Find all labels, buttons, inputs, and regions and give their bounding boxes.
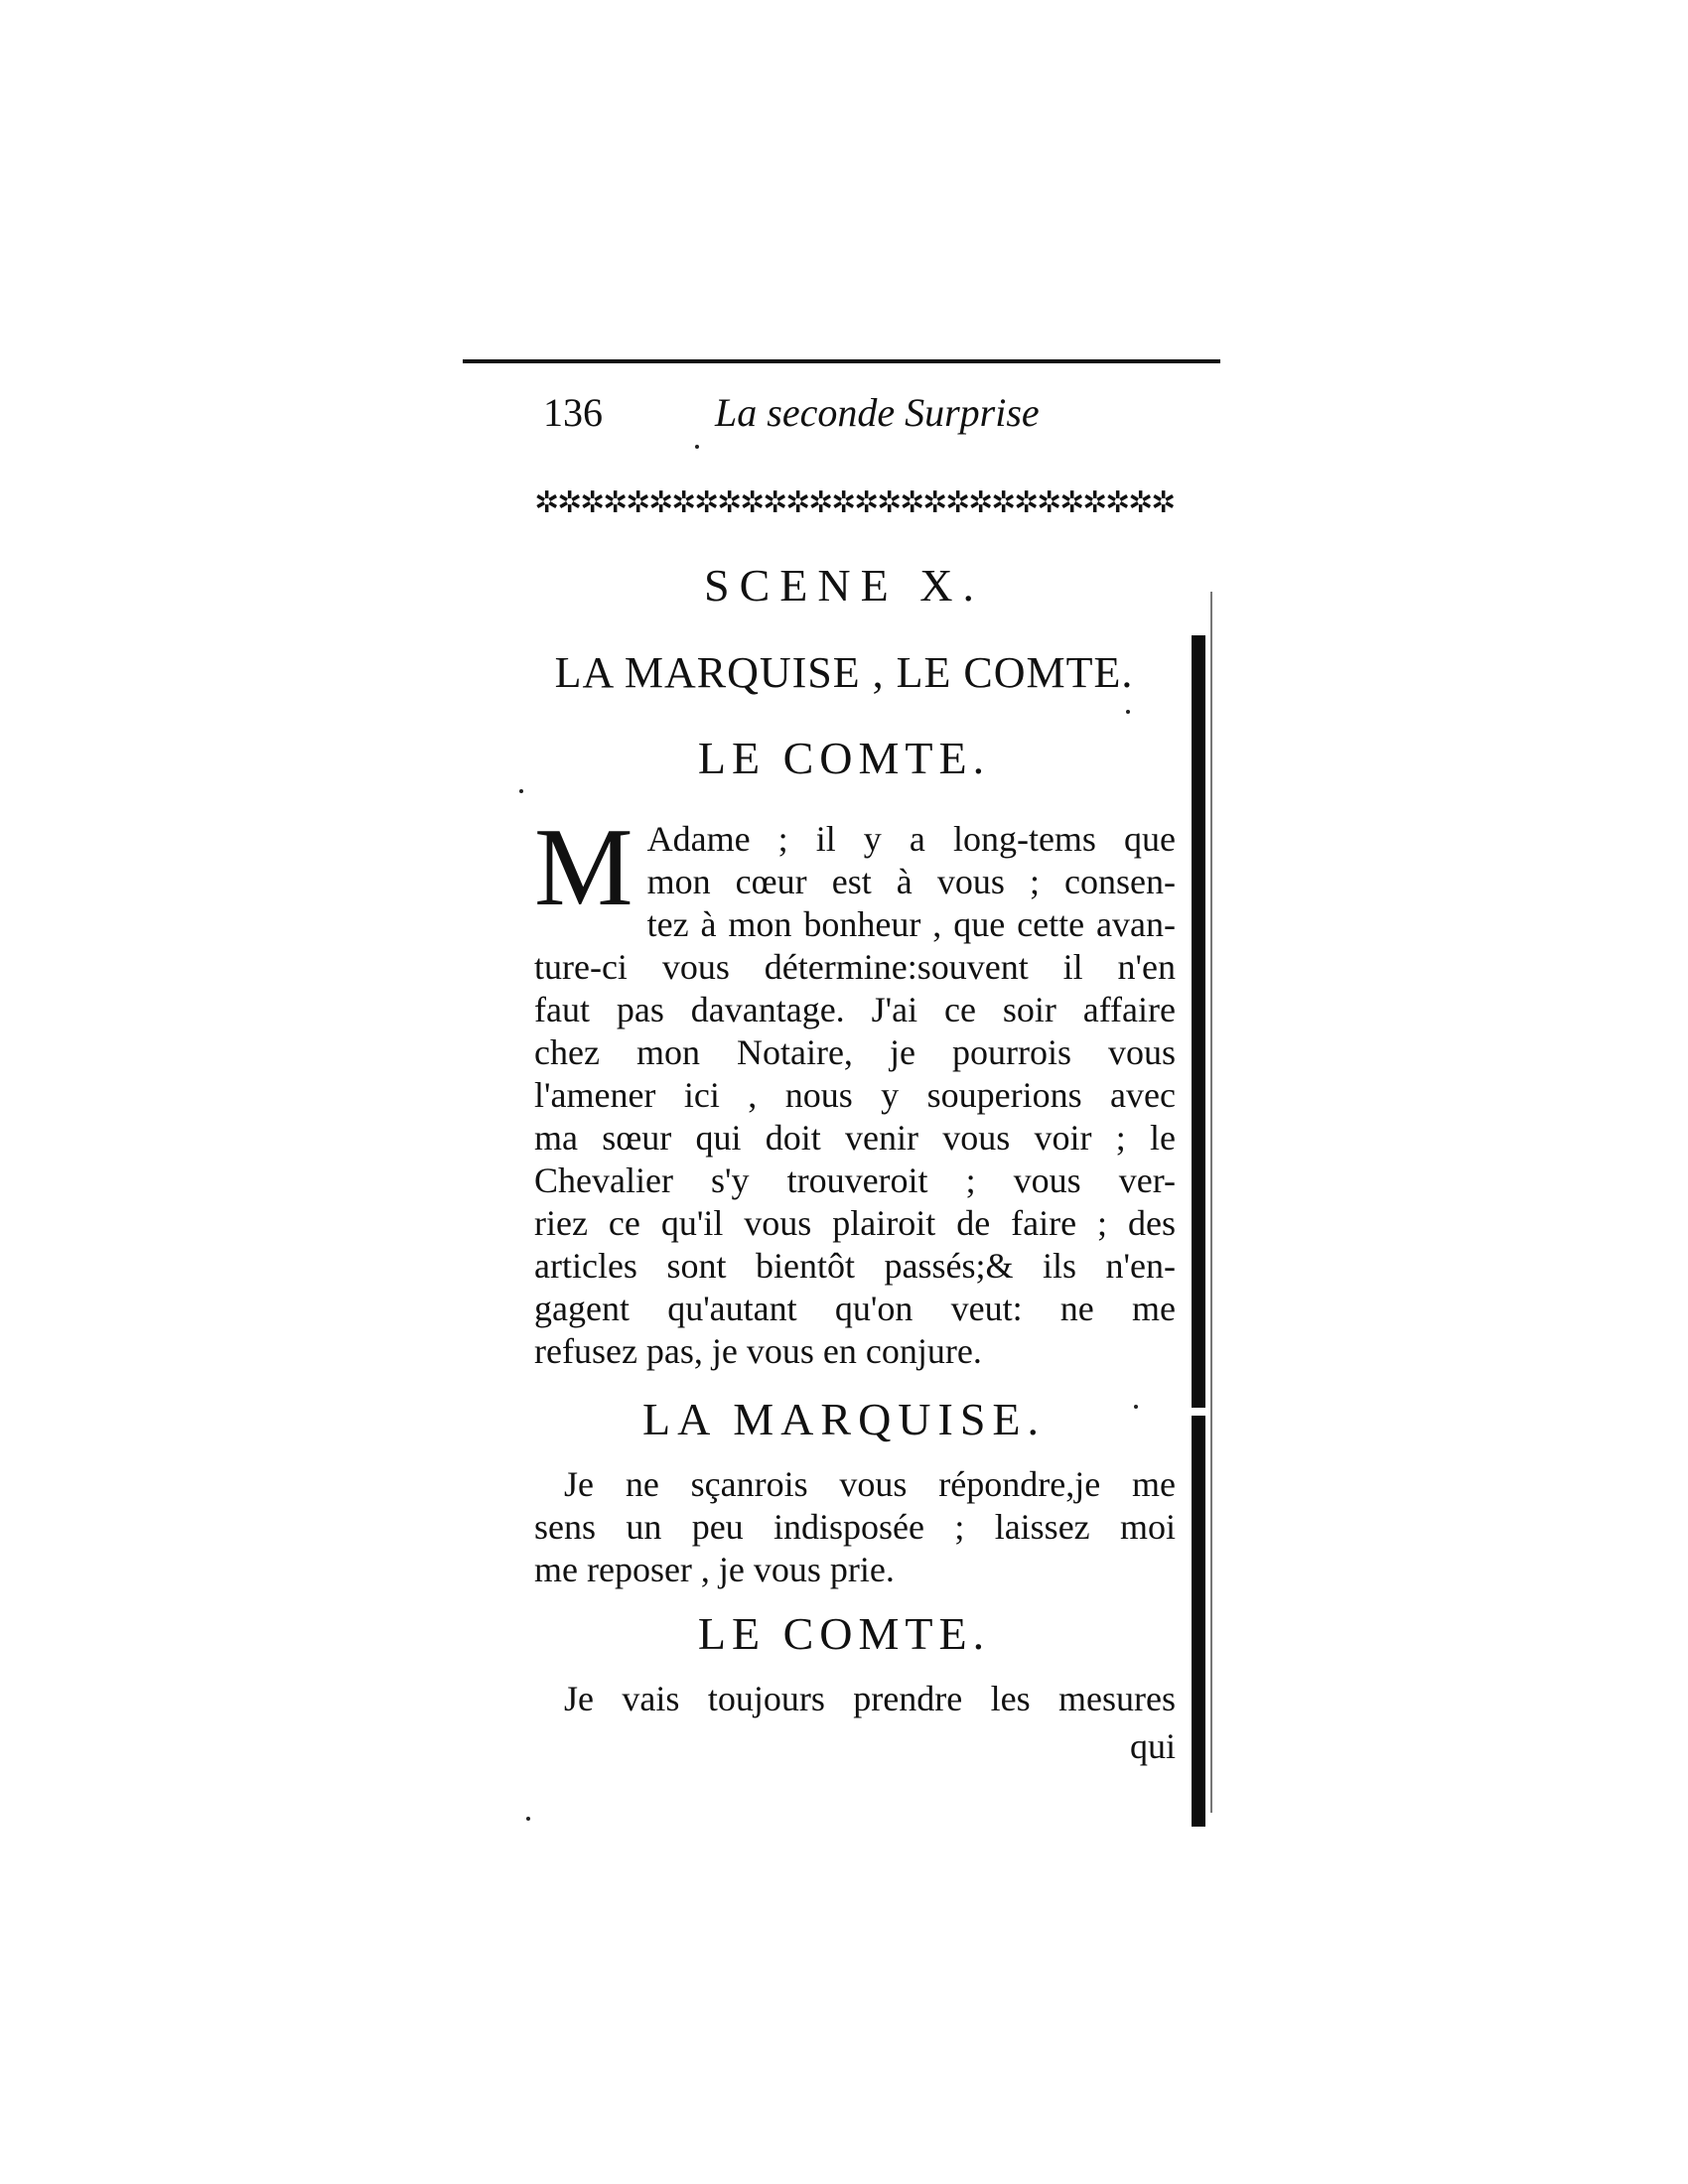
text-line: refusez pas, je vous en conjure. [534,1331,982,1371]
characters-list: LA MARQUISE , LE COMTE. [554,648,1134,697]
ornament-flower-icon: ✲ [1014,485,1038,520]
ornament-flower-icon: ✲ [1151,485,1175,520]
text-line: sens un peu indisposée ; laissez moi [534,1507,1176,1547]
speaker-heading-comte: LE COMTE. [697,733,991,783]
speech-comte-1 [534,806,1176,1373]
drop-capital: M [534,806,633,929]
speech-comte-2 [534,1678,1176,1720]
scan-speck [526,1817,530,1821]
scan-speck [1126,710,1130,714]
ornament-flower-icon: ✲ [968,485,992,520]
ornament-flower-icon: ✲ [854,485,878,520]
speaker-heading-marquise: LA MARQUISE. [641,1394,1047,1444]
scan-speck [695,445,699,449]
page-number: 136 [543,390,603,435]
speaker-heading-comte-2: LE COMTE. [697,1608,991,1659]
ornament-flower-icon: ✲ [557,485,581,520]
running-title: La seconde Surprise [715,390,1040,435]
speech-marquise [534,1463,1176,1591]
scan-speck [1134,1405,1138,1409]
scan-edge-thin [1210,592,1212,1813]
ornament-flower-icon: ✲ [991,485,1015,520]
ornament-flower-icon: ✲ [1128,485,1152,520]
ornament-flower-icon: ✲ [603,485,627,520]
ornament-flower-icon: ✲ [1082,485,1106,520]
header-rule [463,359,1220,363]
text-line: Je ne sçanrois vous répondre,je me [564,1464,1176,1504]
ornament-flower-icon: ✲ [717,485,741,520]
text-line: Je vais toujours prendre les mesures [564,1679,1176,1718]
ornament-flower-icon: ✲ [922,485,946,520]
text-line: articles sont bientôt passés;& ils n'en- [534,1246,1176,1286]
ornament-flower-icon: ✲ [580,485,604,520]
ornament-flower-icon: ✲ [1105,485,1129,520]
ornament-flower-icon: ✲ [1037,485,1060,520]
scan-speck [519,789,523,793]
ornament-flower-icon: ✲ [1059,485,1083,520]
ornament-flower-icon: ✲ [626,485,649,520]
ornament-flower-icon: ✲ [694,485,718,520]
text-line: gagent qu'autant qu'on veut: ne me [534,1289,1176,1328]
ornament-flower-icon: ✲ [877,485,901,520]
text-line: tez à mon bonheur , que cette avan- [646,904,1176,944]
ornament-flower-icon: ✲ [945,485,969,520]
ornamental-border [534,478,1176,528]
ornament-row [534,478,1176,528]
catchword: qui [1129,1726,1176,1766]
ornament-flower-icon: ✲ [671,485,695,520]
text-line: Adame ; il y a long-tems que [646,819,1176,859]
ornament-flower-icon: ✲ [648,485,672,520]
text-line: faut pas davantage. J'ai ce soir affaire [534,990,1176,1029]
ornament-flower-icon: ✲ [900,485,923,520]
ornament-flower-icon: ✲ [740,485,764,520]
text-line: me reposer , je vous prie. [534,1550,895,1589]
scene-title: SCENE X. [704,560,984,611]
text-line: mon cœur est à vous ; consen- [646,862,1176,901]
ornament-flower-icon: ✲ [763,485,786,520]
text-line: l'amener ici , nous y souperions avec [534,1075,1176,1115]
running-head [531,389,1127,449]
text-line: ture-ci vous détermine:souvent il n'en [534,947,1176,987]
text-line: ma sœur qui doit venir vous voir ; le [534,1118,1176,1158]
ornament-flower-icon: ✲ [534,485,558,520]
scan-edge-gap [1192,1408,1205,1416]
text-line: riez ce qu'il vous plairoit de faire ; des [534,1203,1176,1243]
ornament-flower-icon: ✲ [831,485,855,520]
ornament-flower-icon: ✲ [808,485,832,520]
ornament-flower-icon: ✲ [785,485,809,520]
text-line: Chevalier s'y trouveroit ; vous ver- [534,1160,1176,1200]
text-line: chez mon Notaire, je pourrois vous [534,1032,1176,1072]
scan-binding-edge [1192,635,1205,1827]
